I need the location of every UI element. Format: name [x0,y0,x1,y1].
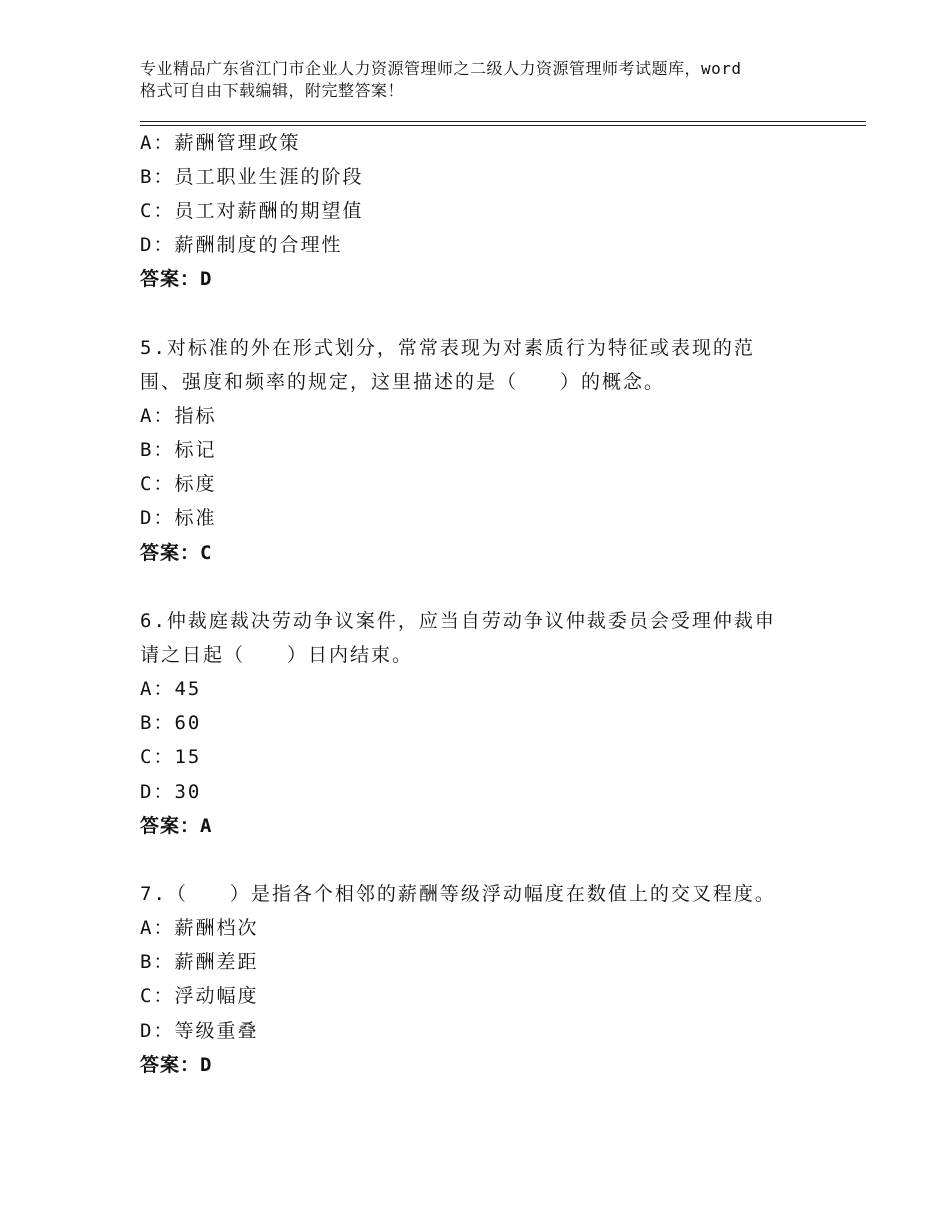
q5-option-d: D：标准 [140,507,217,529]
q5-stem-line-1: 5.对标准的外在形式划分，常常表现为对素质行为特征或表现的范 [140,337,755,359]
header-line-2: 格式可自由下载编辑，附完整答案！ [140,81,405,100]
document-header [140,58,840,102]
q5-option-c: C：标度 [140,473,217,495]
q7-option-a: A：薪酬档次 [140,917,259,939]
q6-option-c: C：15 [140,746,202,768]
q4-answer: 答案：D [140,268,213,290]
q5-option-b: B：标记 [140,439,217,461]
q7-option-d: D：等级重叠 [140,1020,259,1042]
q6-stem-line-1: 6.仲裁庭裁决劳动争议案件，应当自劳动争议仲裁委员会受理仲裁申 [140,610,776,632]
q7-stem-line-1: 7.（ ）是指各个相邻的薪酬等级浮动幅度在数值上的交叉程度。 [140,883,776,905]
q7-answer: 答案：D [140,1054,213,1076]
q4-option-a: A：薪酬管理政策 [140,132,301,154]
q6-answer: 答案：A [140,815,213,837]
header-divider-bottom [140,125,866,126]
q4-option-b: B：员工职业生涯的阶段 [140,166,364,188]
q6-option-b: B：60 [140,712,202,734]
header-line-1: 专业精品广东省江门市企业人力资源管理师之二级人力资源管理师考试题库，word [140,59,742,78]
q5-stem-line-2: 围、强度和频率的规定，这里描述的是（ ）的概念。 [140,371,666,393]
q4-option-d: D：薪酬制度的合理性 [140,234,343,256]
q6-option-a: A：45 [140,678,202,700]
q5-option-a: A：指标 [140,405,217,427]
q7-option-c: C：浮动幅度 [140,985,259,1007]
q5-answer: 答案：C [140,542,213,564]
q6-stem-line-2: 请之日起（ ）日内结束。 [140,644,414,666]
q6-option-d: D：30 [140,781,202,803]
q7-option-b: B：薪酬差距 [140,951,259,973]
q4-option-c: C：员工对薪酬的期望值 [140,200,364,222]
header-divider-top [140,121,866,122]
